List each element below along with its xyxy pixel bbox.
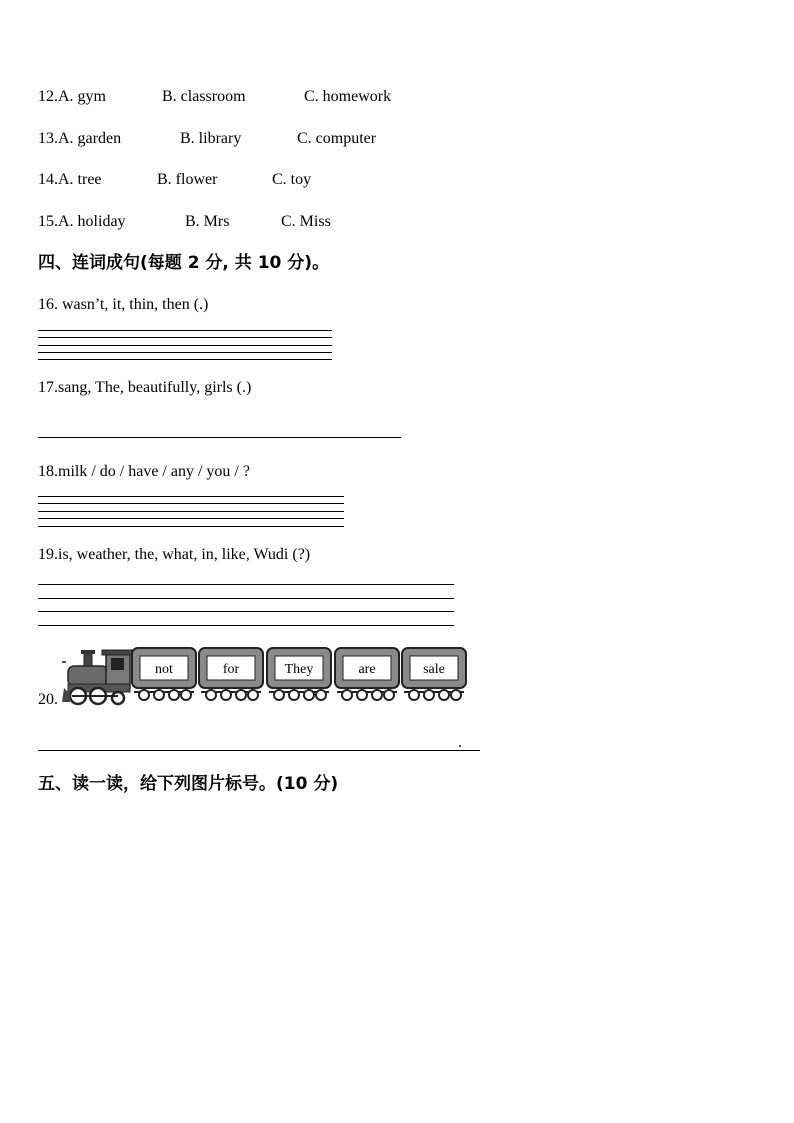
- question-number: 13.: [38, 130, 58, 147]
- question-13-row: [38, 129, 121, 149]
- train-car: [335, 648, 399, 700]
- question-12-row: [38, 87, 106, 107]
- answer-line[interactable]: [38, 337, 332, 338]
- option-b: B. classroom: [162, 88, 246, 105]
- answer-line[interactable]: [38, 345, 332, 346]
- answer-line[interactable]: [38, 330, 332, 331]
- question-14-row: [38, 170, 102, 190]
- question-20-number: 20.: [38, 691, 58, 708]
- option-a: A. garden: [58, 130, 122, 147]
- train-car: [132, 648, 196, 700]
- question-number: 12.: [38, 88, 58, 105]
- question-18-text: 18.milk / do / have / any / you / ?: [38, 463, 250, 480]
- answer-line[interactable]: [38, 352, 332, 353]
- car-word: for: [222, 662, 240, 677]
- option-c: C. computer: [297, 130, 377, 147]
- answer-line[interactable]: [38, 526, 344, 527]
- option-b: B. flower: [157, 171, 218, 188]
- answer-line[interactable]: [38, 359, 332, 360]
- question-17-text: 17.sang, The, beautifully, girls (.): [38, 379, 252, 396]
- answer-line[interactable]: [38, 518, 344, 519]
- option-c: C. homework: [304, 88, 392, 105]
- answer-line[interactable]: [38, 511, 344, 512]
- train-car: [402, 648, 466, 700]
- option-a: A. holiday: [58, 213, 126, 230]
- option-c: C. Miss: [281, 213, 331, 230]
- car-word: sale: [423, 662, 445, 677]
- option-a: A. gym: [58, 88, 106, 105]
- section-5-title: 五、读一读，给下列图片标号。(10 分): [38, 774, 339, 794]
- section-4-title: 四、连词成句(每题 2 分, 共 10 分)。: [38, 253, 330, 273]
- train-car: [199, 648, 263, 700]
- car-word: They: [284, 662, 314, 677]
- option-a: A. tree: [58, 171, 102, 188]
- answer-line[interactable]: [38, 503, 344, 504]
- option-c: C. toy: [272, 171, 312, 188]
- locomotive-icon: [62, 650, 134, 704]
- car-word: not: [155, 662, 173, 677]
- answer-line[interactable]: [38, 584, 454, 585]
- option-b: B. Mrs: [185, 213, 230, 230]
- question-16-text: 16. wasn’t, it, thin, then (.): [38, 296, 209, 313]
- answer-line[interactable]: [38, 437, 401, 438]
- answer-line[interactable]: [38, 611, 454, 612]
- answer-line[interactable]: [38, 750, 480, 751]
- sentence-end-mark: .: [458, 734, 462, 751]
- option-b: B. library: [180, 130, 242, 147]
- train-illustration: [58, 644, 470, 708]
- train-car: [267, 648, 331, 700]
- answer-line[interactable]: [38, 496, 344, 497]
- answer-line[interactable]: [38, 625, 454, 626]
- question-15-row: [38, 212, 126, 232]
- answer-line[interactable]: [38, 598, 454, 599]
- car-word: are: [358, 662, 376, 677]
- question-19-text: 19.is, weather, the, what, in, like, Wudi (?): [38, 546, 311, 563]
- question-number: 14.: [38, 171, 58, 188]
- question-number: 15.: [38, 213, 58, 230]
